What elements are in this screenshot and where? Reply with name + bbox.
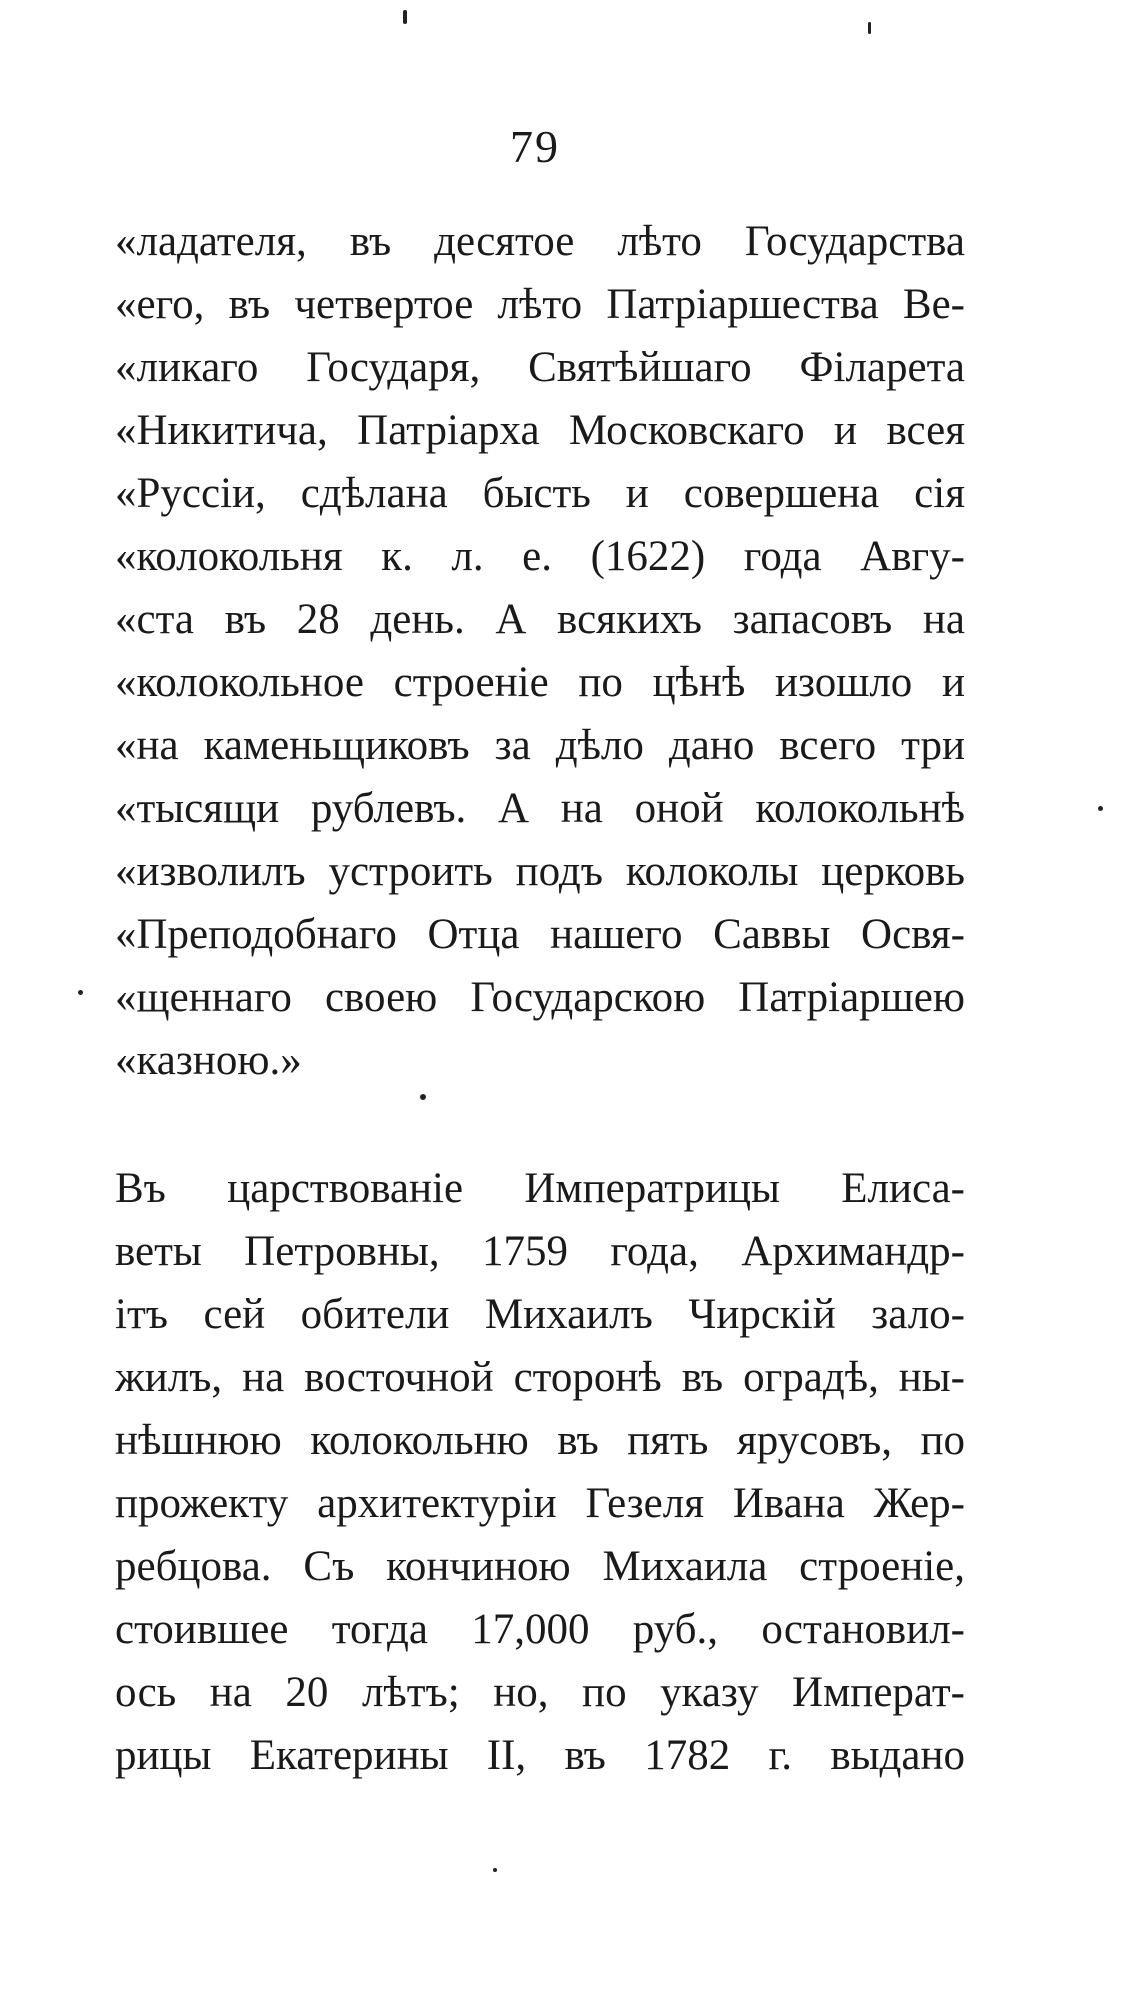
text-line: «Преподобнаго Отца нашего Саввы Освя-: [115, 911, 965, 958]
text-line: стоившее тогда 17,000 руб., остановил-: [115, 1606, 965, 1653]
text-line: «колокольня к. л. е. (1622) года Авгу-: [115, 533, 965, 580]
text-line: «Руссіи, сдѣлана бысть и совершена сія: [115, 470, 965, 517]
quotation-block: [115, 210, 965, 1092]
text-line: «колокольное строеніе по цѣнѣ изошло и: [115, 659, 965, 706]
text-line: нѣшнюю колокольню въ пять ярусовъ, по: [115, 1417, 965, 1464]
text-line: «на каменьщиковъ за дѣло дано всего три: [115, 722, 965, 769]
scan-speck: [78, 990, 83, 995]
text-line: «ста въ 28 день. А всякихъ запасовъ на: [115, 596, 965, 643]
text-line: «щеннаго своею Государскою Патріаршею: [115, 974, 965, 1021]
text-line: «казною.»: [115, 1037, 302, 1084]
scan-speck: [420, 1094, 426, 1100]
text-line: ребцова. Съ кончиною Михаила строеніе,: [115, 1543, 965, 1590]
text-line: прожекту архитектуріи Гезеля Ивана Жер-: [115, 1480, 965, 1527]
text-line: «ликаго Государя, Святѣйшаго Філарета: [115, 344, 965, 391]
scan-speck: [403, 10, 407, 24]
text-line: «Никитича, Патріарха Московскаго и всея: [115, 407, 965, 454]
text-line: «ладателя, въ десятое лѣто Государства: [115, 218, 965, 265]
scan-speck: [493, 1868, 497, 1872]
scan-speck: [868, 22, 871, 34]
scan-speck: [1098, 806, 1103, 811]
page-number: 79: [510, 121, 560, 172]
text-line: жилъ, на восточной сторонѣ въ оградѣ, ны-: [115, 1354, 965, 1401]
text-line: «изволилъ устроить подъ колоколы церковь: [115, 848, 965, 895]
text-line: ітъ сей обители Михаилъ Чирскій зало-: [115, 1291, 965, 1338]
text-line: «тысящи рублевъ. А на оной колокольнѣ: [115, 785, 965, 832]
text-line: ось на 20 лѣтъ; но, по указу Императ-: [115, 1669, 965, 1716]
text-line: рицы Екатерины II, въ 1782 г. выдано: [115, 1732, 965, 1779]
text-line: Въ царствованіе Императрицы Елиса-: [115, 1165, 965, 1212]
body-paragraph: [115, 1157, 965, 1787]
text-line: веты Петровны, 1759 года, Архимандр-: [115, 1228, 965, 1275]
text-line: «его, въ четвертое лѣто Патріаршества Ве-: [115, 281, 965, 328]
